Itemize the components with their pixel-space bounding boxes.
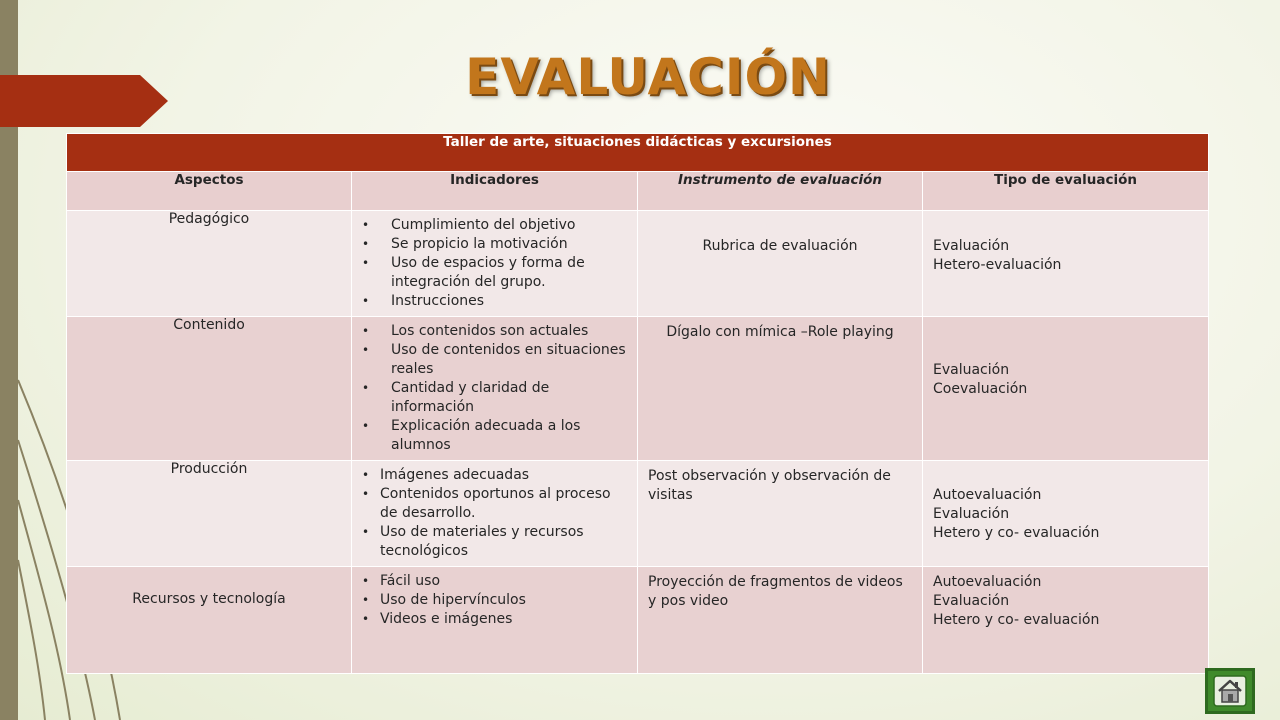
indicator-item: • Instrucciones: [360, 292, 631, 311]
indicator-item: • Cantidad y claridad de información: [360, 379, 631, 417]
table-row: [67, 211, 1209, 317]
indicators-cell: [352, 567, 638, 674]
table-row: [67, 461, 1209, 567]
type-cell: [923, 211, 1209, 317]
indicators-cell: [352, 211, 638, 317]
type-item: Autoevaluación: [933, 574, 1042, 590]
indicator-item: • Los contenidos son actuales: [360, 322, 631, 341]
instrument-text: Post observación y observación de visitas: [648, 468, 891, 503]
table-title-row: [67, 134, 1209, 172]
indicators-cell: [352, 461, 638, 567]
indicator-item: • Explicación adecuada a los alumnos: [360, 417, 631, 455]
table-title: Taller de arte, situaciones didácticas y excursiones: [67, 134, 1209, 172]
column-header-instrumento: Instrumento de evaluación: [638, 172, 923, 211]
type-cell: [923, 317, 1209, 461]
home-icon: [1213, 675, 1247, 707]
table-row: [67, 567, 1209, 674]
type-item: Autoevaluación: [933, 487, 1042, 503]
indicator-item: • Contenidos oportunos al proceso de desarrollo.: [360, 485, 631, 523]
indicators-cell: [352, 317, 638, 461]
indicator-item: • Uso de contenidos en situaciones reales: [360, 341, 631, 379]
type-cell: [923, 461, 1209, 567]
type-item: Coevaluación: [933, 381, 1028, 397]
instrument-cell: [638, 567, 923, 674]
instrument-cell: [638, 211, 923, 317]
indicator-item: • Uso de espacios y forma de integración del grupo.: [360, 254, 631, 292]
column-header-aspectos: Aspectos: [67, 172, 352, 211]
instrument-text: Rubrica de evaluación: [702, 238, 858, 254]
table-row: [67, 317, 1209, 461]
type-item: Evaluación: [933, 593, 1010, 609]
type-item: Evaluación: [933, 238, 1010, 254]
type-item: Evaluación: [933, 362, 1010, 378]
aspect-cell: Pedagógico: [67, 211, 352, 317]
home-button[interactable]: [1205, 668, 1255, 714]
indicator-item: • Cumplimiento del objetivo: [360, 216, 631, 235]
evaluation-table: [66, 133, 1209, 674]
column-header-tipo: Tipo de evaluación: [923, 172, 1209, 211]
indicator-item: • Se propicio la motivación: [360, 235, 631, 254]
instrument-cell: [638, 461, 923, 567]
indicator-item: • Uso de materiales y recursos tecnológicos: [360, 523, 631, 561]
instrument-text: Dígalo con mímica –Role playing: [666, 324, 894, 340]
type-item: Hetero y co- evaluación: [933, 612, 1100, 628]
instrument-text: Proyección de fragmentos de videos y pos video: [648, 574, 903, 609]
instrument-cell: [638, 317, 923, 461]
indicator-item: • Imágenes adecuadas: [360, 466, 631, 485]
type-cell: [923, 567, 1209, 674]
type-item: Hetero y co- evaluación: [933, 525, 1100, 541]
indicator-item: • Uso de hipervínculos: [360, 591, 631, 610]
aspect-cell: Contenido: [67, 317, 352, 461]
type-item: Evaluación: [933, 506, 1010, 522]
aspect-cell: Producción: [67, 461, 352, 567]
aspect-cell: [67, 567, 352, 674]
page-title: EVALUACIÓN: [465, 48, 831, 106]
type-item: Hetero-evaluación: [933, 257, 1062, 273]
column-header-row: [67, 172, 1209, 211]
aspect-text: Recursos y tecnología: [132, 591, 286, 607]
column-header-indicadores: Indicadores: [352, 172, 638, 211]
indicator-item: • Fácil uso: [360, 572, 631, 591]
indicator-item: • Videos e imágenes: [360, 610, 631, 629]
